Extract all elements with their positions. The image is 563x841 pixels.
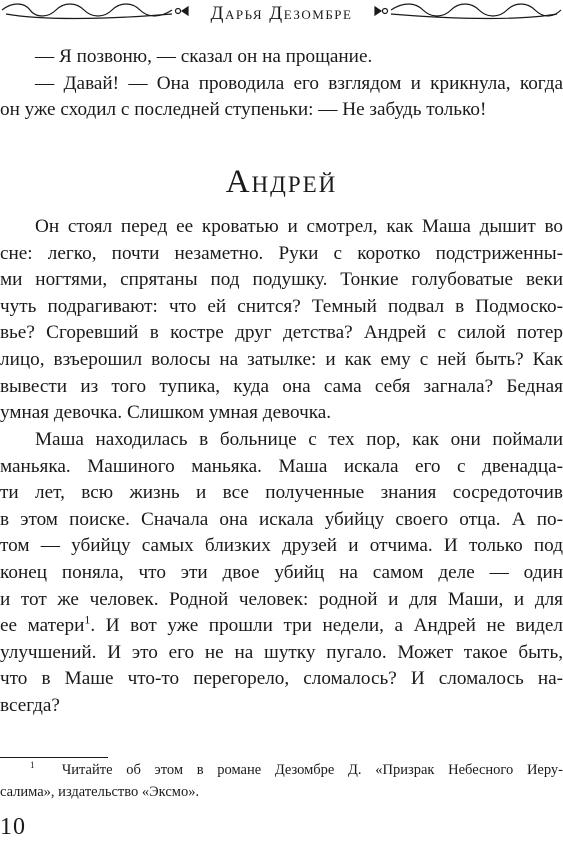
text-line: умная девочка. Слишком умная девочка. [0, 402, 332, 424]
text-line: том — убийцу самых близких друзей и отчима. И только под [0, 535, 563, 557]
text-line: улучшений. И это его не на шутку пугало. Может такое быть, [0, 641, 563, 663]
text-line: — Давай! — Она проводила его взглядом и крикнула, когда [35, 72, 563, 94]
text-line: что в Маше что-то перегорело, сломалось? И сломалось на- [0, 668, 563, 690]
page-number: 10 [0, 814, 26, 840]
footnote-divider [0, 757, 108, 758]
running-head-title: Дарья Дезомбре [210, 3, 353, 24]
text-line: ми ногтями, спрятаны под подушку. Тонкие голубоватые веки [0, 269, 563, 291]
text-line-with-footnote [0, 613, 563, 640]
text-line: вье? Сгоревший в костре друг детства? Андрей с силой потер [0, 322, 563, 344]
running-header [0, 0, 563, 30]
text-line: — Я позвоню, — сказал он на прощание. [35, 46, 373, 67]
text-line: лицо, взъерошил волосы на затылке: и как ему с ней быть? Как [0, 348, 563, 370]
text-line: конец поняла, что эти двое убийц на самом деле — один [0, 561, 563, 583]
text-line: чуть подрагивают: что ей снится? Темный подвал в Подмоско- [0, 295, 563, 317]
text-line: маньяка. Машиного маньяка. Маша искала его с двенадца- [0, 455, 563, 477]
footnote-text: Читайте об этом в романе Дезомбре Д. «Призрак Небесного Иеру- [61, 762, 563, 778]
footnote-line: салима», издательство «Эксмо». [0, 783, 200, 800]
text-fragment: . И вот уже прошли три недели, а Андрей не видел [90, 615, 563, 637]
text-line: всегда? [0, 694, 60, 716]
paragraph-2 [0, 427, 563, 720]
footnote-mark: 1 [30, 760, 35, 771]
text-line: сне: легко, почти незаметно. Руки с коротко подстриженны- [0, 242, 563, 264]
text-line: Он стоял перед ее кроватью и смотрел, как Маша дышит во [35, 216, 563, 237]
text-line: он уже сходил с последней ступеньки: — Не забудь только! [0, 99, 487, 121]
text-line: в этом поиске. Сначала она искала убийцу своего отца. А по- [0, 508, 563, 530]
paragraph-1 [0, 214, 563, 427]
chapter-title: Андрей [225, 164, 338, 200]
dialogue-block [0, 44, 563, 124]
text-fragment: ее матери [0, 615, 85, 637]
text-line: ти лет, всю жизнь и все полученные знания сосредоточив [0, 482, 563, 504]
footnote-reference[interactable]: 1 [84, 612, 91, 627]
text-line: Маша находилась в больнице с тех пор, как они поймали [35, 429, 563, 450]
footnote-line [0, 760, 563, 782]
text-line: и тот же человек. Родной человек: родной и для Маши, и для [0, 588, 563, 610]
footnote [0, 760, 563, 803]
text-line: вывести из того тупика, куда она сама себя загнала? Бедная [0, 375, 563, 397]
